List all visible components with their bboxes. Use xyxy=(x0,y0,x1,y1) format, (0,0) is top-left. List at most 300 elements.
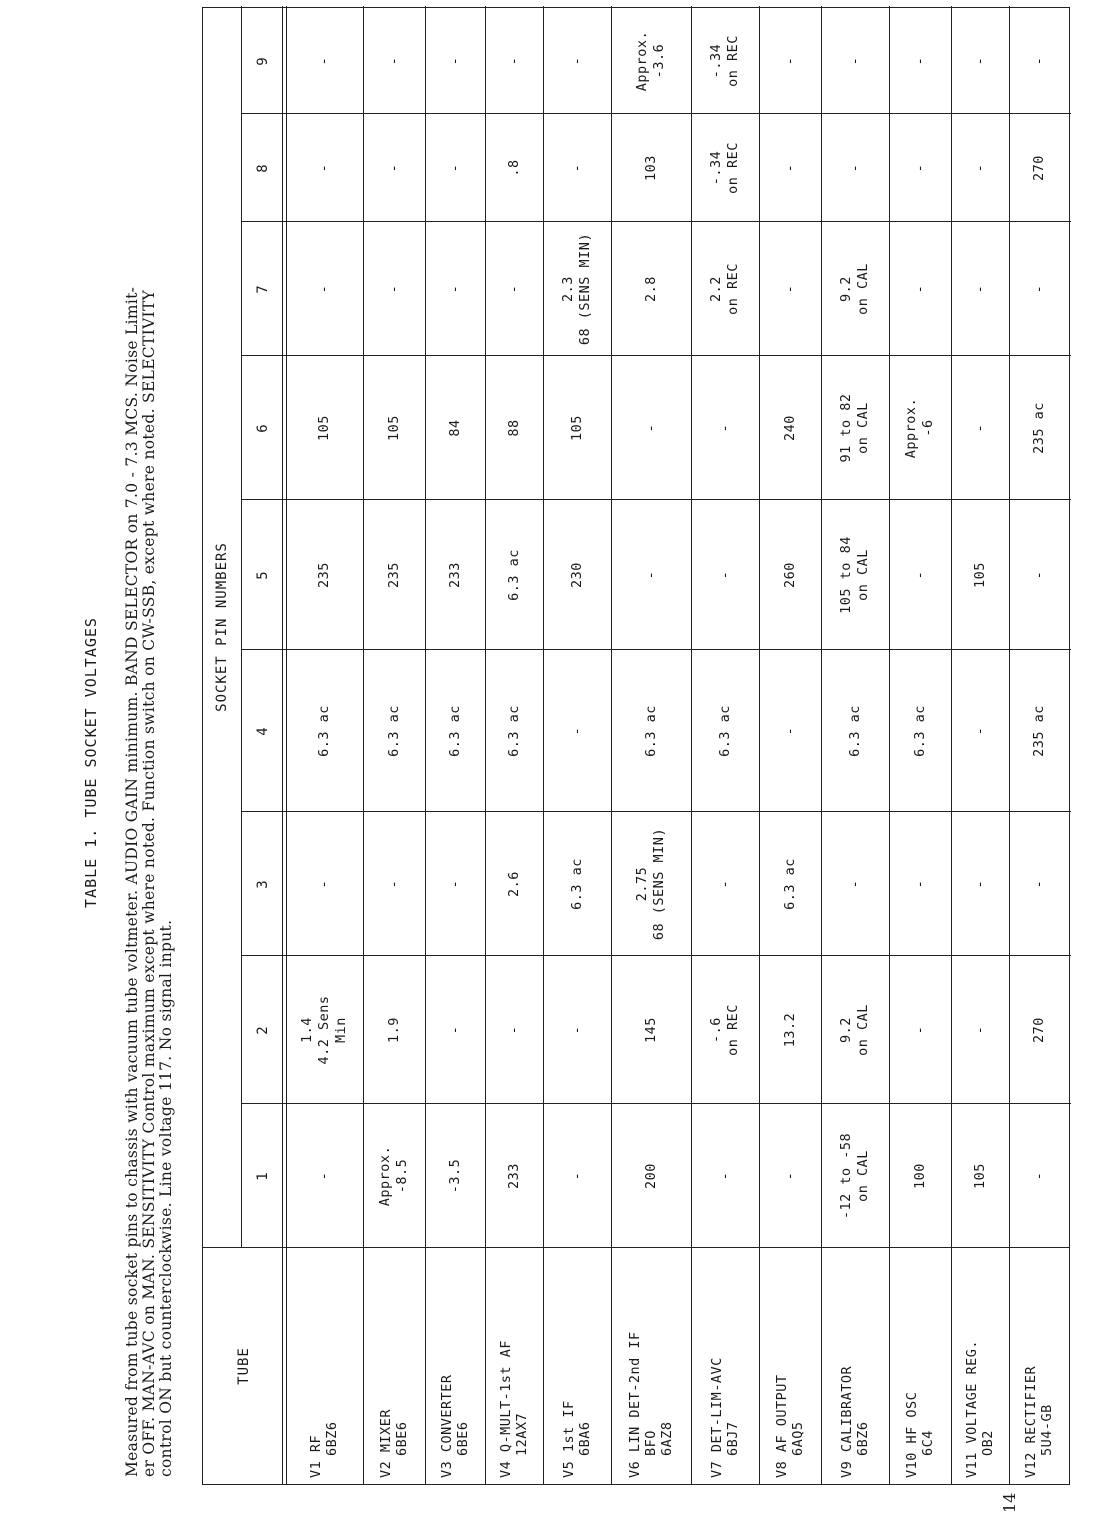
pin-voltage-cell xyxy=(1009,222,1069,356)
pin-voltage-line: on REC xyxy=(725,1004,741,1056)
pin-voltage-value xyxy=(912,1163,929,1189)
pin-voltage-line: - xyxy=(568,56,585,66)
pin-voltage-line: 6.3 ac xyxy=(911,705,928,757)
pin-voltage-cell xyxy=(485,650,543,812)
pin-voltage-value xyxy=(447,419,464,436)
pin-voltage-cell xyxy=(759,222,821,356)
pin-voltage-value xyxy=(972,424,989,433)
pin-voltage-value xyxy=(1031,285,1048,294)
page-number: 14 xyxy=(1000,1492,1019,1513)
pin-voltage-value xyxy=(847,705,864,757)
pin-voltage-line: 88 xyxy=(505,419,522,437)
pin-voltage-value xyxy=(316,1172,333,1181)
pin-voltage-cell xyxy=(691,650,759,812)
tube-name-line: 6AZ8 xyxy=(659,1421,675,1456)
pin-voltage-line: - xyxy=(716,879,733,889)
pin-voltage-line: - xyxy=(911,879,928,889)
pin-voltage-value xyxy=(447,57,464,66)
pin-voltage-line: 2.8 xyxy=(642,276,659,302)
pin-voltage-line: 105 xyxy=(315,415,332,441)
pin-voltage-value xyxy=(316,57,333,66)
pin-voltage-value xyxy=(316,164,333,173)
pin-voltage-line: on REC xyxy=(725,263,741,315)
pin-voltage-cell xyxy=(543,1104,611,1248)
pin-voltage-cell xyxy=(363,650,425,812)
tube-column-header: TUBE xyxy=(236,1347,252,1385)
pin-voltage-value xyxy=(447,1159,464,1194)
pin-voltage-line: 105 to 84 xyxy=(838,536,854,614)
pin-voltage-cell xyxy=(1009,114,1069,222)
pin-voltage-line: 260 xyxy=(781,562,798,588)
intro-line: er OFF. MAN-AVC on MAN. SENSITIVITY Control maximum except where noted. Function switch on CW-SSB, except where noted. SELECTIVITY xyxy=(140,289,158,1477)
pin-voltage-line: - xyxy=(971,726,988,736)
pin-voltage-cell xyxy=(425,222,485,356)
pin-voltage-line: on CAL xyxy=(855,1150,871,1202)
pin-voltage-value xyxy=(912,285,929,294)
pin-voltage-cell xyxy=(889,222,951,356)
pin-voltage-cell xyxy=(363,222,425,356)
pin-voltage-cell xyxy=(1009,650,1069,812)
pin-voltage-cell xyxy=(821,956,889,1104)
pin-voltage-value xyxy=(643,1163,660,1189)
pin-voltage-value xyxy=(972,57,989,66)
pin-voltage-cell xyxy=(611,956,691,1104)
pin-voltage-line: - xyxy=(911,1025,928,1035)
pin-voltage-cell xyxy=(363,500,425,650)
pin-voltage-line: 1.9 xyxy=(385,1017,402,1043)
pin-voltage-line: - xyxy=(971,163,988,173)
pin-voltage-cell xyxy=(691,356,759,500)
pin-voltage-line: 1.4 xyxy=(298,1017,315,1043)
pin-voltage-value xyxy=(643,276,660,302)
pin-voltage-line: on REC xyxy=(725,142,741,194)
pin-voltage-line: - xyxy=(505,284,522,294)
pin-voltage-value xyxy=(506,705,523,757)
pin-voltage-cell xyxy=(759,114,821,222)
pin-voltage-cell xyxy=(543,650,611,812)
pin-voltage-line: - xyxy=(446,879,463,889)
pin-voltage-line: 6.3 ac xyxy=(781,858,798,910)
pin-voltage-cell xyxy=(691,500,759,650)
pin-header-9: 9 xyxy=(255,56,271,66)
pin-voltage-line: -3.5 xyxy=(446,1158,463,1194)
pin-header-5: 5 xyxy=(255,570,271,580)
pin-voltage-line: - xyxy=(385,879,402,889)
pin-voltage-value xyxy=(717,424,734,433)
pin-voltage-value xyxy=(717,705,734,757)
pin-voltage-value xyxy=(634,31,668,91)
pin-voltage-cell xyxy=(821,114,889,222)
pin-voltage-cell xyxy=(691,1104,759,1248)
pin-voltage-value xyxy=(447,285,464,294)
pin-voltage-value xyxy=(972,562,989,588)
pin-voltage-value xyxy=(782,1013,799,1048)
pin-voltage-line: 6.3 ac xyxy=(505,705,522,757)
pin-voltage-value xyxy=(447,880,464,889)
pin-voltage-value xyxy=(782,727,799,736)
pin-voltage-cell xyxy=(611,812,691,956)
pin-voltage-line: - xyxy=(971,56,988,66)
pin-voltage-cell xyxy=(759,812,821,956)
pin-voltage-line: 6.3 ac xyxy=(846,705,863,757)
pin-voltage-value xyxy=(634,828,668,940)
pin-voltage-line: 9.2 xyxy=(838,1017,854,1043)
pin-voltage-cell xyxy=(889,500,951,650)
pin-voltage-value xyxy=(569,57,586,66)
tube-name-cell xyxy=(363,1248,425,1484)
pin-voltage-line: 105 xyxy=(385,415,402,441)
pin-voltage-value xyxy=(912,571,929,580)
pin-voltage-cell xyxy=(425,356,485,500)
pin-voltage-cell xyxy=(1009,500,1069,650)
pin-voltage-cell xyxy=(611,222,691,356)
pin-voltage-value xyxy=(838,1004,872,1056)
pin-voltage-value xyxy=(972,1026,989,1035)
pin-voltage-value xyxy=(1031,155,1048,181)
pin-voltage-cell xyxy=(485,114,543,222)
pin-voltage-cell xyxy=(759,650,821,812)
pin-voltage-line: - xyxy=(642,570,659,580)
pin-voltage-value xyxy=(506,549,523,601)
pin-voltage-cell xyxy=(285,222,363,356)
tube-name-line: 6C4 xyxy=(920,1430,936,1456)
pin-voltage-line: 233 xyxy=(505,1163,522,1189)
pin-voltage-value xyxy=(316,415,333,441)
pin-voltage-cell xyxy=(285,812,363,956)
pin-voltage-cell xyxy=(363,812,425,956)
pin-voltage-line: 270 xyxy=(1030,1017,1047,1043)
pin-voltage-cell xyxy=(425,956,485,1104)
pin-voltage-line: -6 xyxy=(920,419,936,437)
pin-voltage-line: - xyxy=(505,1025,522,1035)
pin-voltage-value xyxy=(316,705,333,757)
pin-voltage-cell xyxy=(951,956,1009,1104)
tube-name-line: OB2 xyxy=(980,1430,996,1456)
pin-voltage-value xyxy=(299,995,350,1064)
pin-voltage-line: 105 xyxy=(971,562,988,588)
tube-name-line: V6 LIN DET-2nd IF xyxy=(627,1331,643,1478)
pin-voltage-line: 240 xyxy=(781,415,798,441)
pin-voltage-cell xyxy=(425,8,485,114)
pin-voltage-value xyxy=(316,562,333,588)
table-title: TABLE 1. TUBE SOCKET VOLTAGES xyxy=(82,617,100,908)
tube-name-cell xyxy=(951,1248,1009,1484)
pin-voltage-line: 68 (SENS MIN) xyxy=(651,827,667,941)
pin-voltage-line: - xyxy=(446,163,463,173)
pin-voltage-cell xyxy=(691,222,759,356)
pin-voltage-value xyxy=(386,705,403,757)
pin-voltage-cell xyxy=(691,956,759,1104)
pin-voltage-cell xyxy=(485,8,543,114)
pin-voltage-value xyxy=(386,562,403,588)
pin-voltage-cell xyxy=(425,1104,485,1248)
pin-voltage-line: - xyxy=(971,423,988,433)
pin-voltage-cell xyxy=(285,114,363,222)
tube-name-line: 6BE6 xyxy=(394,1421,410,1456)
pin-voltage-line: 6.3 ac xyxy=(385,705,402,757)
pin-voltage-cell xyxy=(485,222,543,356)
pin-voltage-value xyxy=(1031,402,1048,454)
tube-name-cell xyxy=(543,1248,611,1484)
pin-voltage-cell xyxy=(425,650,485,812)
pin-voltage-line: 145 xyxy=(642,1017,659,1043)
pin-voltage-cell xyxy=(951,222,1009,356)
tube-name-cell xyxy=(485,1248,543,1484)
pin-voltage-cell xyxy=(485,956,543,1104)
pin-voltage-value xyxy=(560,233,594,345)
pin-voltage-line: - xyxy=(315,163,332,173)
pin-voltage-line: - xyxy=(716,423,733,433)
pin-voltage-line: - xyxy=(385,163,402,173)
pin-voltage-value xyxy=(643,424,660,433)
pin-voltage-line: 100 xyxy=(911,1163,928,1189)
pin-voltage-cell xyxy=(543,114,611,222)
pin-voltage-line: - xyxy=(781,1171,798,1181)
pin-voltage-cell xyxy=(889,8,951,114)
pin-voltage-value xyxy=(847,880,864,889)
pin-voltage-line: 2.3 xyxy=(560,276,576,302)
pin-header-6: 6 xyxy=(255,423,271,433)
pin-voltage-cell xyxy=(543,956,611,1104)
pin-voltage-value xyxy=(316,880,333,889)
pin-voltage-value xyxy=(717,571,734,580)
pin-voltage-line: on CAL xyxy=(855,1004,871,1056)
pin-voltage-value xyxy=(506,285,523,294)
pin-voltage-cell xyxy=(951,8,1009,114)
tube-name-line: 6BJ7 xyxy=(725,1421,741,1456)
pin-voltage-value xyxy=(386,880,403,889)
pin-voltage-value xyxy=(708,35,742,87)
pin-voltage-value xyxy=(782,285,799,294)
tube-name-cell xyxy=(425,1248,485,1484)
pin-voltage-cell xyxy=(285,8,363,114)
pin-header-7: 7 xyxy=(255,284,271,294)
pin-voltage-line: 84 xyxy=(446,419,463,437)
pin-voltage-value xyxy=(717,880,734,889)
pin-voltage-value xyxy=(972,164,989,173)
pin-voltage-line: 105 xyxy=(568,415,585,441)
pin-voltage-line: 6.3 ac xyxy=(568,858,585,910)
intro-line: Measured from tube socket pins to chassis with vacuum tube voltmeter. AUDIO GAIN minimum. BAND SELECTOR on 7.0 - 7.3 MCS. Noise Limit- xyxy=(123,286,141,1477)
pin-voltage-line: 13.2 xyxy=(781,1012,798,1048)
pin-voltage-line: - xyxy=(846,879,863,889)
pin-voltage-line: - xyxy=(315,56,332,66)
pin-voltage-line: .8 xyxy=(505,159,522,177)
pin-voltage-cell xyxy=(285,356,363,500)
pin-voltage-value xyxy=(782,164,799,173)
pin-voltage-line: on REC xyxy=(725,35,741,87)
intro-paragraph xyxy=(124,27,175,1477)
tube-name-line: V5 1st IF xyxy=(561,1400,577,1478)
pin-voltage-value xyxy=(838,393,872,462)
pin-voltage-cell xyxy=(1009,956,1069,1104)
pin-voltage-value xyxy=(506,871,523,897)
pin-voltage-cell xyxy=(363,114,425,222)
pin-voltage-cell xyxy=(951,1104,1009,1248)
pin-voltage-value xyxy=(506,419,523,436)
pin-voltage-cell xyxy=(889,956,951,1104)
pin-voltage-line: - xyxy=(1030,284,1047,294)
pin-voltage-value xyxy=(782,415,799,441)
pin-voltage-value xyxy=(912,705,929,757)
pin-voltage-value xyxy=(569,415,586,441)
pin-voltage-line: - xyxy=(1030,570,1047,580)
pin-voltage-cell xyxy=(285,1104,363,1248)
pin-voltage-value xyxy=(972,880,989,889)
pin-voltage-cell xyxy=(691,812,759,956)
pin-voltage-cell xyxy=(889,650,951,812)
pin-voltage-value xyxy=(912,1026,929,1035)
pin-voltage-line: on CAL xyxy=(855,549,871,601)
pin-voltage-value xyxy=(1031,1172,1048,1181)
pin-voltage-line: -8.5 xyxy=(394,1158,410,1194)
pin-voltage-line: - xyxy=(911,570,928,580)
pin-voltage-line: - xyxy=(446,1025,463,1035)
pin-voltage-cell xyxy=(543,222,611,356)
pin-voltage-value xyxy=(447,1026,464,1035)
tube-name-line: V7 DET-LIM-AVC xyxy=(709,1357,725,1478)
pin-voltage-line: 105 xyxy=(971,1163,988,1189)
pin-voltage-line: 68 (SENS MIN) xyxy=(577,232,593,346)
tube-name-line: BFO xyxy=(643,1430,659,1456)
pin-voltage-line: 4.2 Sens xyxy=(315,995,332,1065)
pin-voltage-cell xyxy=(759,1104,821,1248)
pin-voltage-line: 9.2 xyxy=(838,276,854,302)
pin-voltage-cell xyxy=(543,356,611,500)
pin-voltage-cell xyxy=(285,500,363,650)
pin-voltage-line: - xyxy=(716,1171,733,1181)
pin-voltage-cell xyxy=(285,650,363,812)
pin-voltage-cell xyxy=(1009,356,1069,500)
pin-voltage-cell xyxy=(485,812,543,956)
pin-voltage-line: - xyxy=(315,879,332,889)
tube-name-line: 5U4-GB xyxy=(1039,1404,1055,1456)
pin-voltage-line: 6.3 ac xyxy=(315,705,332,757)
pin-voltage-cell xyxy=(1009,1104,1069,1248)
tube-name-line: V12 RECTIFIER xyxy=(1023,1365,1039,1478)
pin-voltage-line: - xyxy=(385,284,402,294)
pin-voltage-cell xyxy=(691,114,759,222)
pin-voltage-cell xyxy=(425,500,485,650)
pin-voltage-line: - xyxy=(568,1171,585,1181)
pin-voltage-cell xyxy=(363,356,425,500)
pin-voltage-cell xyxy=(611,8,691,114)
pin-voltage-value xyxy=(972,285,989,294)
tube-name-line: V2 MIXER xyxy=(378,1408,394,1478)
pin-voltage-line: - xyxy=(781,726,798,736)
pin-voltage-value xyxy=(569,858,586,910)
pin-voltage-value xyxy=(912,880,929,889)
tube-name-line: V10 HF OSC xyxy=(904,1391,920,1478)
pin-voltage-line: - xyxy=(781,56,798,66)
pin-voltage-value xyxy=(386,57,403,66)
pin-voltage-line: - xyxy=(385,56,402,66)
pin-voltage-cell xyxy=(889,356,951,500)
pin-voltage-line: on CAL xyxy=(855,263,871,315)
pin-voltage-cell xyxy=(821,500,889,650)
pin-voltage-cell xyxy=(821,1104,889,1248)
pin-voltage-value xyxy=(643,571,660,580)
tube-name-cell xyxy=(889,1248,951,1484)
pin-voltage-line: 2.6 xyxy=(505,871,522,897)
pin-voltage-line: 235 xyxy=(315,562,332,588)
tube-name-line: 6BZ6 xyxy=(855,1421,871,1456)
pin-header-3: 3 xyxy=(255,879,271,889)
tube-name-cell xyxy=(611,1248,691,1484)
pin-voltage-cell xyxy=(951,114,1009,222)
pin-voltage-cell xyxy=(759,8,821,114)
pin-voltage-line: - xyxy=(971,879,988,889)
pin-voltage-line: - xyxy=(846,56,863,66)
pin-voltage-value xyxy=(506,1163,523,1189)
pin-voltage-cell xyxy=(485,500,543,650)
pin-voltage-cell xyxy=(951,650,1009,812)
pin-voltage-line: - xyxy=(642,423,659,433)
pin-voltage-value xyxy=(447,705,464,757)
pin-voltage-value xyxy=(838,536,872,614)
pin-voltage-value xyxy=(972,727,989,736)
pin-voltage-line: - xyxy=(568,163,585,173)
pin-voltage-line: 235 ac xyxy=(1030,705,1047,757)
pin-voltage-line: 6.3 ac xyxy=(716,705,733,757)
pin-voltage-cell xyxy=(821,8,889,114)
pin-voltage-value xyxy=(782,1172,799,1181)
pin-voltage-value xyxy=(569,164,586,173)
pin-voltage-line: - xyxy=(911,56,928,66)
pin-voltage-cell xyxy=(363,956,425,1104)
pin-voltage-line: - xyxy=(446,284,463,294)
pin-voltage-cell xyxy=(611,1104,691,1248)
pin-voltage-value xyxy=(386,415,403,441)
pin-voltage-value xyxy=(506,57,523,66)
pin-voltage-line: Min xyxy=(332,1017,349,1043)
pin-voltage-cell xyxy=(285,956,363,1104)
pin-voltage-line: - xyxy=(446,56,463,66)
pin-voltage-value xyxy=(377,1146,411,1206)
pin-voltage-cell xyxy=(611,650,691,812)
tube-name-line: 12AX7 xyxy=(514,1412,530,1456)
pin-voltage-value xyxy=(838,1133,872,1219)
pin-voltage-cell xyxy=(691,8,759,114)
pin-voltage-cell xyxy=(485,1104,543,1248)
pin-voltage-line: - xyxy=(971,1025,988,1035)
pin-voltage-value xyxy=(506,159,523,176)
pin-voltage-line: 91 to 82 xyxy=(838,393,854,463)
pin-voltage-line: Approx. xyxy=(634,30,650,92)
pin-voltage-line: 230 xyxy=(568,562,585,588)
tube-name-cell xyxy=(821,1248,889,1484)
pin-voltage-cell xyxy=(821,812,889,956)
pin-voltage-line: - xyxy=(1030,56,1047,66)
pin-voltage-line: 2.2 xyxy=(708,276,724,302)
pin-header-4: 4 xyxy=(255,726,271,736)
pin-voltage-line: -.34 xyxy=(708,150,724,186)
tube-name-cell xyxy=(285,1248,363,1484)
pin-voltage-value xyxy=(708,142,742,194)
pin-voltage-value xyxy=(782,57,799,66)
pin-voltage-line: -.34 xyxy=(708,43,724,79)
pin-header-8: 8 xyxy=(255,163,271,173)
pin-voltage-line: - xyxy=(716,570,733,580)
tube-name-cell xyxy=(691,1248,759,1484)
pin-voltage-line: on CAL xyxy=(855,402,871,454)
pin-voltage-cell xyxy=(425,114,485,222)
pin-voltage-line: - xyxy=(971,284,988,294)
pin-voltage-value xyxy=(903,398,937,458)
pin-voltage-value xyxy=(708,1004,742,1056)
pin-voltage-cell xyxy=(889,1104,951,1248)
pin-voltage-value xyxy=(569,1172,586,1181)
